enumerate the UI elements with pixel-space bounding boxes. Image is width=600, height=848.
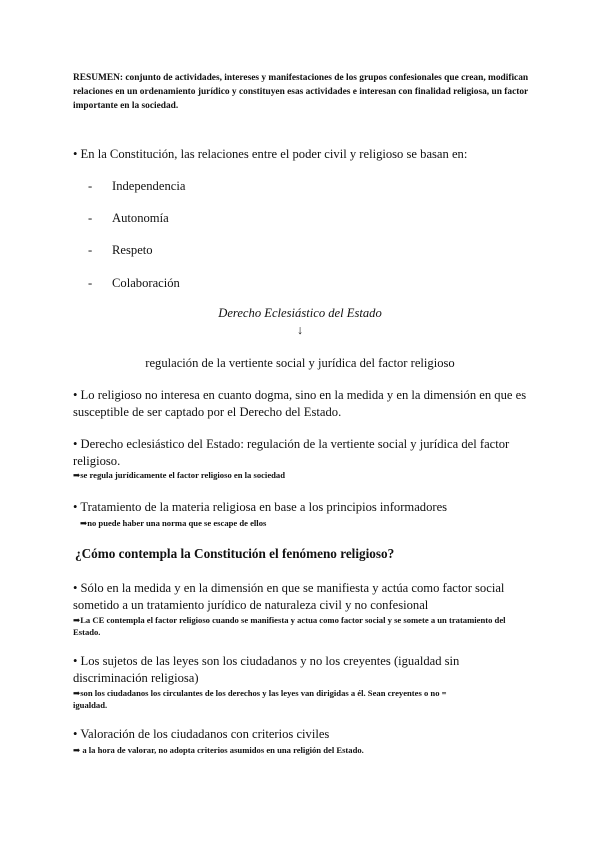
bullet-note: ➡son los ciudadanos los circulantes de los derechos y las leyes van dirigidas a él. Sean creyentes o no = igualdad.: [73, 688, 447, 710]
bullet-note: ➡se regula jurídicamente el factor religioso en la sociedad: [73, 470, 285, 480]
summary-paragraph: RESUMEN: conjunto de actividades, intereses y manifestaciones de los grupos confesionales que crean, modifican relaciones en un ordenamiento jurídico y constituyen esas actividades e interesan con finalidad religiosa, un factor importante en la sociedad.: [73, 73, 529, 111]
dash-marker: -: [88, 179, 93, 193]
principle-item: [88, 276, 180, 291]
principle-item: [88, 243, 153, 258]
bullet-item: • Valoración de los ciudadanos con criterios civiles: [73, 727, 330, 741]
bullet-note: ➡no puede haber una norma que se escape de ellos: [80, 518, 267, 528]
bullet-item: • Lo religioso no interesa en cuanto dogma, sino en la medida y en la dimensión en que es susceptible de ser captado por el Derecho del Estado.: [73, 388, 527, 419]
bullet-item: • Sólo en la medida y en la dimensión en que se manifiesta y actúa como factor social sometido a un tratamiento jurídico de naturaleza civil y no confesional: [73, 581, 505, 612]
principle-label: Respeto: [112, 243, 153, 257]
diagram-title: Derecho Eclesiástico del Estado: [218, 306, 382, 320]
dash-marker: -: [88, 243, 93, 257]
bullet-note: ➡ a la hora de valorar, no adopta criterios asumidos en una religión del Estado.: [73, 745, 364, 755]
down-arrow-icon: ↓: [296, 323, 304, 337]
principle-label: Independencia: [112, 179, 186, 193]
bullet-note: ➡La CE contempla el factor religioso cuando se manifiesta y actua como factor social y se somete a un tratamiento del Estado.: [73, 615, 506, 637]
principle-item: [88, 211, 169, 226]
principle-label: Autonomía: [112, 211, 169, 225]
principle-label: Colaboración: [112, 276, 180, 290]
section-heading: ¿Cómo contempla la Constitución el fenómeno religioso?: [75, 546, 395, 561]
dash-marker: -: [88, 276, 93, 290]
bullet-item: • Derecho eclesiástico del Estado: regulación de la vertiente social y jurídica del factor religioso.: [73, 437, 510, 468]
dash-marker: -: [88, 211, 93, 225]
principle-item: [88, 179, 185, 194]
bullet-item: • Los sujetos de las leyes son los ciudadanos y no los creyentes (igualdad sin discriminación religiosa): [73, 654, 460, 685]
constitution-intro: • En la Constitución, las relaciones entre el poder civil y religioso se basan en:: [73, 147, 468, 161]
diagram-result: regulación de la vertiente social y jurídica del factor religioso: [145, 356, 455, 370]
bullet-item: • Tratamiento de la materia religiosa en base a los principios informadores: [73, 500, 448, 514]
